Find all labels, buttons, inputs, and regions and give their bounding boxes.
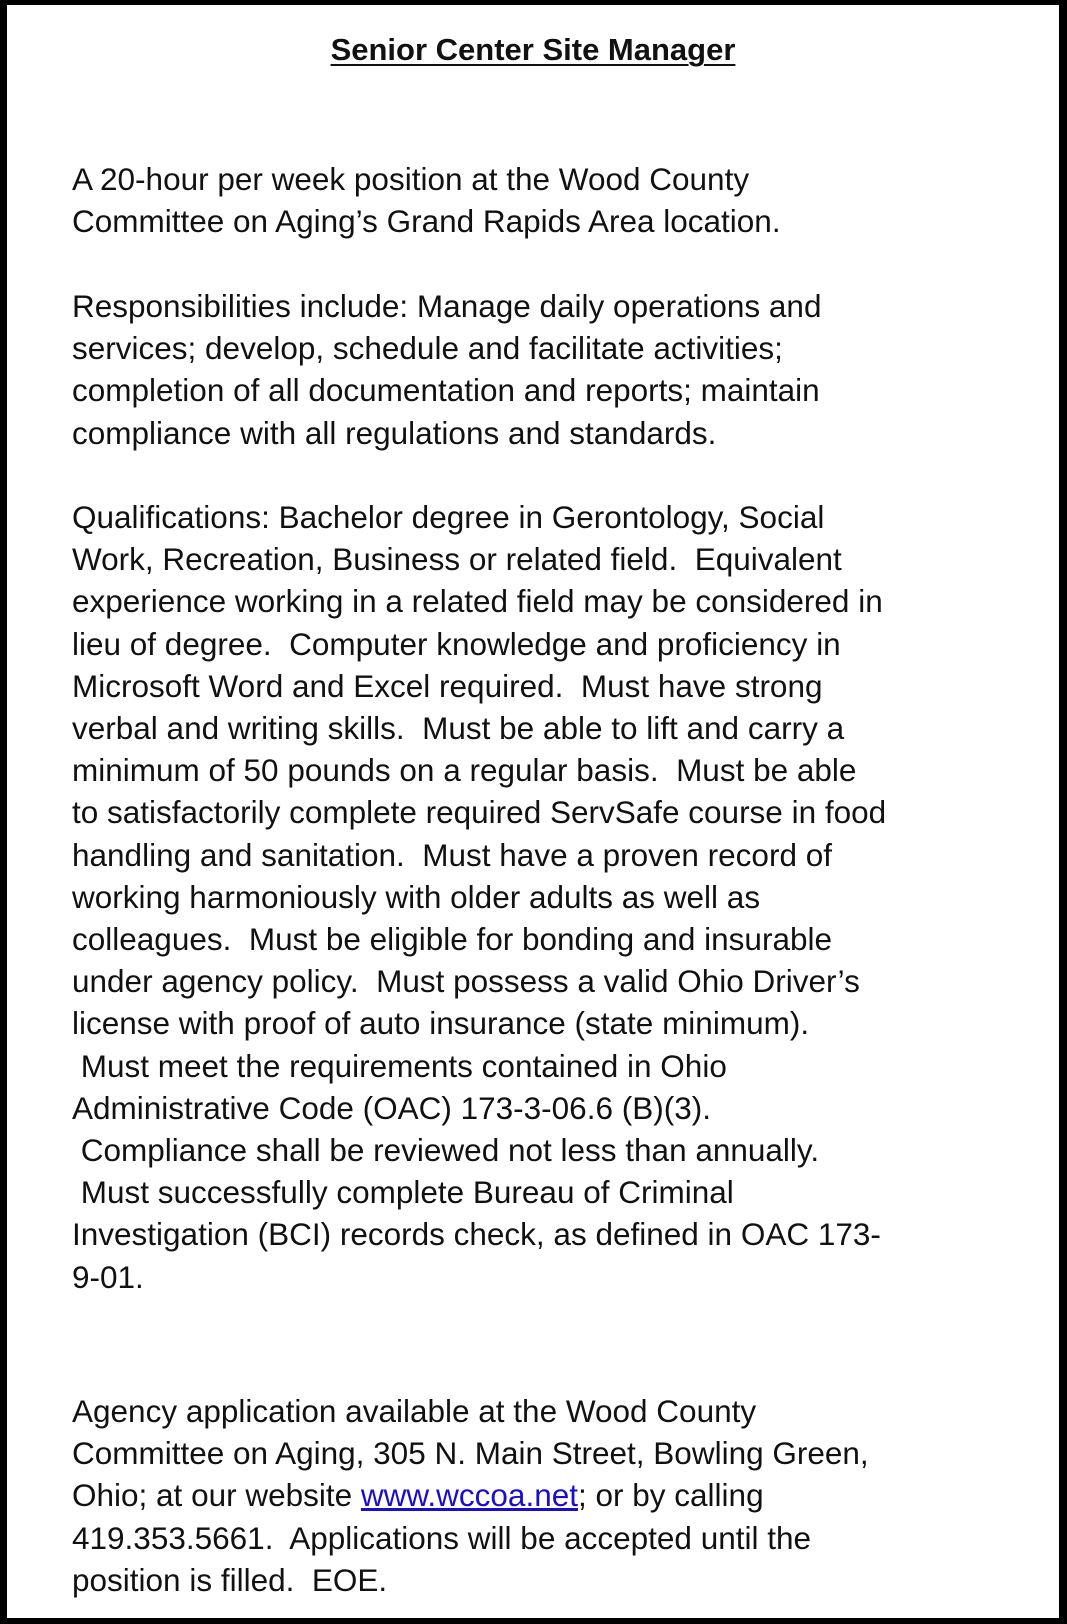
intro-line: A 20-hour per week position at the Wood County (72, 161, 750, 197)
qualifications-line: Must successfully complete Bureau of Criminal (72, 1174, 734, 1211)
qualifications-line: Qualifications: Bachelor degree in Gerontology, Social (72, 499, 825, 535)
responsibilities-line: compliance with all regulations and standards. (72, 414, 717, 451)
qualifications-line: Must meet the requirements contained in Ohio (72, 1047, 727, 1084)
qualifications-line: license with proof of auto insurance (state minimum). (72, 1005, 810, 1042)
qualifications-line: lieu of degree. Computer knowledge and proficiency in (72, 625, 841, 662)
agency-line: position is filled. EOE. (72, 1561, 388, 1598)
qualifications-line: Investigation (BCI) records check, as defined in OAC 173- (72, 1216, 881, 1253)
page-title (7, 30, 1059, 70)
qualifications-line: Microsoft Word and Excel required. Must have strong (72, 667, 823, 704)
qualifications-line: Compliance shall be reviewed not less than annually. (72, 1132, 820, 1169)
responsibilities-line: completion of all documentation and reports; maintain (72, 372, 820, 409)
agency-line-text: ; or by calling (578, 1477, 764, 1514)
qualifications-line: Work, Recreation, Business or related field. Equivalent (72, 541, 842, 578)
qualifications-line: verbal and writing skills. Must be able to lift and carry a (72, 710, 845, 747)
title-text: Senior Center Site Manager (330, 32, 736, 67)
qualifications-line: working harmoniously with older adults as well as (72, 878, 761, 915)
qualifications-paragraph (72, 496, 1027, 1298)
responsibilities-line: Responsibilities include: Manage daily operations and (72, 288, 822, 324)
qualifications-line: under agency policy. Must possess a valid Ohio Driver’s (72, 963, 860, 1000)
agency-line-with-link (72, 1474, 1027, 1516)
qualifications-line: 9-01. (72, 1258, 144, 1295)
qualifications-line: handling and sanitation. Must have a proven record of (72, 836, 832, 873)
qualifications-line: colleagues. Must be eligible for bonding and insurable (72, 921, 832, 958)
qualifications-line: to satisfactorily complete required ServSafe course in food (72, 794, 887, 831)
agency-line: 419.353.5661. Applications will be accepted until the (72, 1519, 812, 1556)
qualifications-line: experience working in a related field may be considered in (72, 583, 883, 620)
responsibilities-line: services; develop, schedule and facilitate activities; (72, 330, 783, 367)
qualifications-line: Administrative Code (OAC) 173-3-06.6 (B)(3). (72, 1089, 711, 1126)
website-link[interactable]: www.wccoa.net (360, 1477, 578, 1514)
responsibilities-paragraph (72, 285, 1027, 454)
agency-paragraph (72, 1390, 1027, 1601)
agency-line: Committee on Aging, 305 N. Main Street, Bowling Green, (72, 1435, 869, 1472)
agency-line-text: Ohio; at our website (72, 1477, 361, 1514)
qualifications-line: minimum of 50 pounds on a regular basis. Must be able (72, 752, 857, 789)
intro-line: Committee on Aging’s Grand Rapids Area location. (72, 203, 781, 240)
agency-line: Agency application available at the Wood County (72, 1393, 757, 1429)
intro-paragraph (72, 158, 1027, 242)
